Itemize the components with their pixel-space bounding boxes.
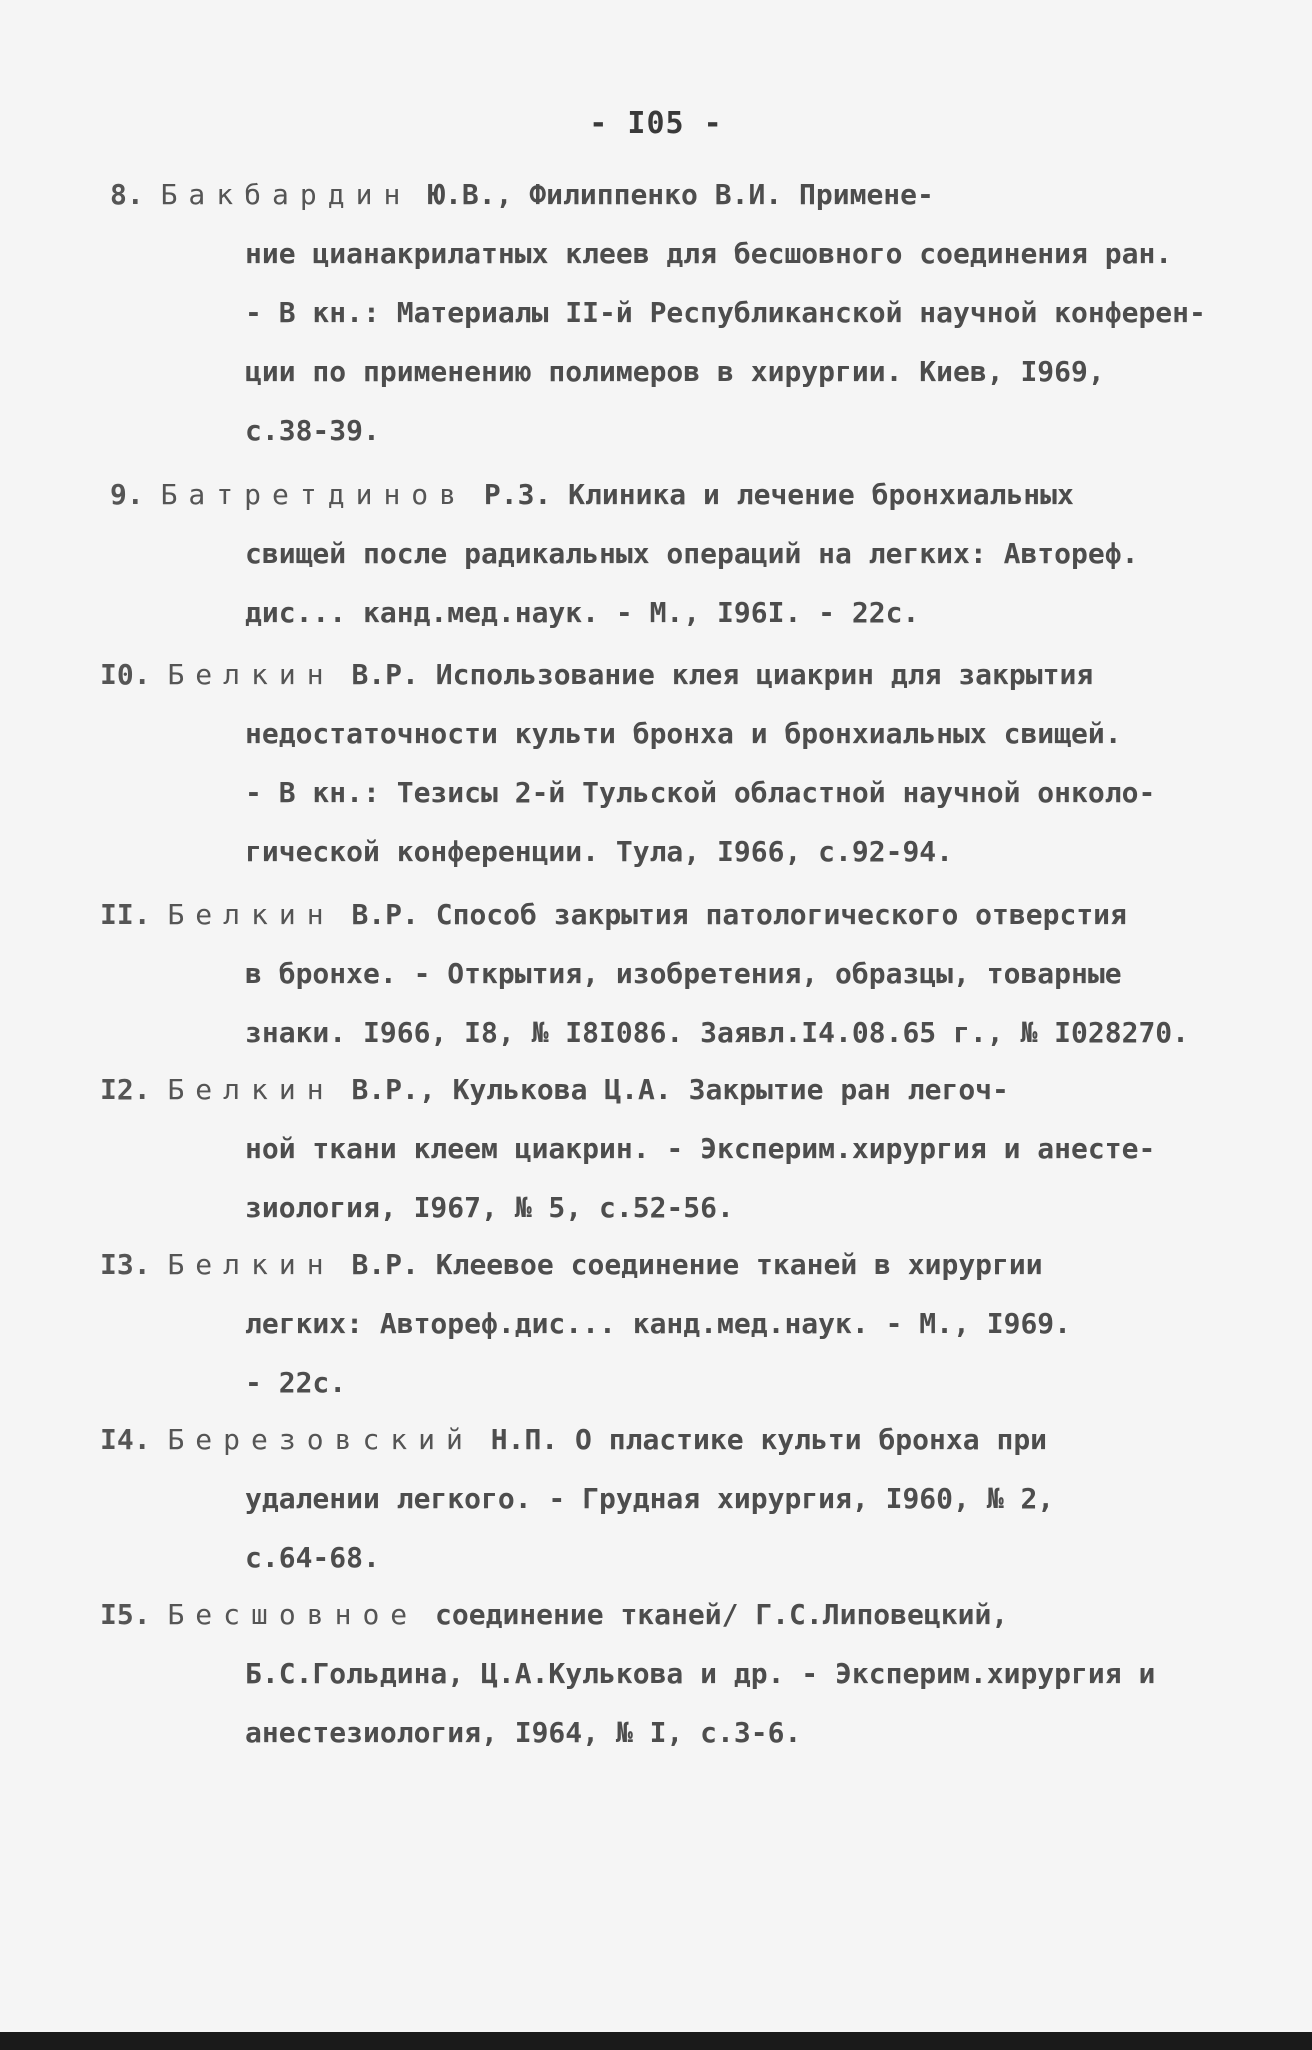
reference-line: удалении легкого. - Грудная хирургия, I960, № 2, [245,1482,1055,1515]
reference-text: Р.З. Клиника и лечение бронхиальных [467,478,1074,511]
reference-line: недостаточности культи бронха и бронхиальных свищей. [245,717,1122,750]
reference-author: Бакбардин [160,178,412,211]
reference-line: ние цианакрилатных клеев для бесшовного соединения ран. [245,237,1173,270]
scan-edge-strip [0,2032,1312,2050]
reference-text: Н.П. О пластике культи бронха при [473,1423,1048,1456]
reference-author: Белкин [167,658,335,691]
reference-line: легких: Автореф.дис... канд.мед.наук. - М., I969. [245,1307,1072,1340]
reference-author: Белкин [167,1073,335,1106]
reference-number: 8. [110,178,144,211]
reference-line: дис... канд.мед.наук. - М., I96I. - 22с. [245,596,920,629]
reference-line: с.38-39. [245,414,380,447]
reference-line: - 22с. [245,1366,347,1399]
reference-text: В.Р. Использование клея циакрин для закрытия [334,658,1094,691]
reference-number: 9. [110,478,144,511]
reference-author: Белкин [167,1248,335,1281]
reference-number: I5. [100,1598,151,1631]
reference-line: Б.С.Гольдина, Ц.А.Кулькова и др. - Эксперим.хирургия и [245,1657,1156,1690]
reference-number: I0. [100,658,151,691]
reference-text: В.Р. Способ закрытия патологического отверстия [334,898,1127,931]
reference-text: В.Р., Кулькова Ц.А. Закрытие ран легоч- [334,1073,1009,1106]
reference-number: I3. [100,1248,151,1281]
reference-line: с.64-68. [245,1541,380,1574]
reference-first-line [100,1245,1043,1285]
reference-first-line [100,655,1093,695]
reference-first-line [100,895,1127,935]
reference-first-line [110,175,934,215]
reference-text: соединение тканей/ Г.С.Липовецкий, [418,1598,1009,1631]
reference-number: I2. [100,1073,151,1106]
reference-first-line [100,1595,1008,1635]
reference-number: I4. [100,1423,151,1456]
reference-first-line [100,1420,1047,1460]
reference-line: анестезиология, I964, № I, с.3-6. [245,1716,802,1749]
reference-text: В.Р. Клеевое соединение тканей в хирургии [334,1248,1043,1281]
reference-line: гической конференции. Тула, I966, с.92-94. [245,835,954,868]
reference-line: - В кн.: Материалы II-й Республиканской научной конферен- [245,296,1206,329]
reference-line: ции по применению полимеров в хирургии. Киев, I969, [245,355,1105,388]
reference-line: свищей после радикальных операций на легких: Автореф. [245,537,1139,570]
reference-author: Белкин [167,898,335,931]
reference-author: Бесшовное [167,1598,419,1631]
reference-line: в бронхе. - Открытия, изобретения, образцы, товарные [245,957,1122,990]
reference-number: II. [100,898,151,931]
reference-author: Березовский [167,1423,474,1456]
reference-text: Ю.В., Филиппенко В.И. Примене- [411,178,934,211]
page-number: - I05 - [589,106,723,141]
reference-line: знаки. I966, I8, № I8I086. Заявл.I4.08.65 г., № I028270. [245,1016,1190,1049]
reference-line: - В кн.: Тезисы 2-й Тульской областной научной онколо- [245,776,1156,809]
reference-line: ной ткани клеем циакрин. - Эксперим.хирургия и анесте- [245,1132,1156,1165]
reference-first-line [110,475,1074,515]
reference-line: зиология, I967, № 5, с.52-56. [245,1191,734,1224]
reference-author: Батретдинов [160,478,468,511]
reference-first-line [100,1070,1009,1110]
